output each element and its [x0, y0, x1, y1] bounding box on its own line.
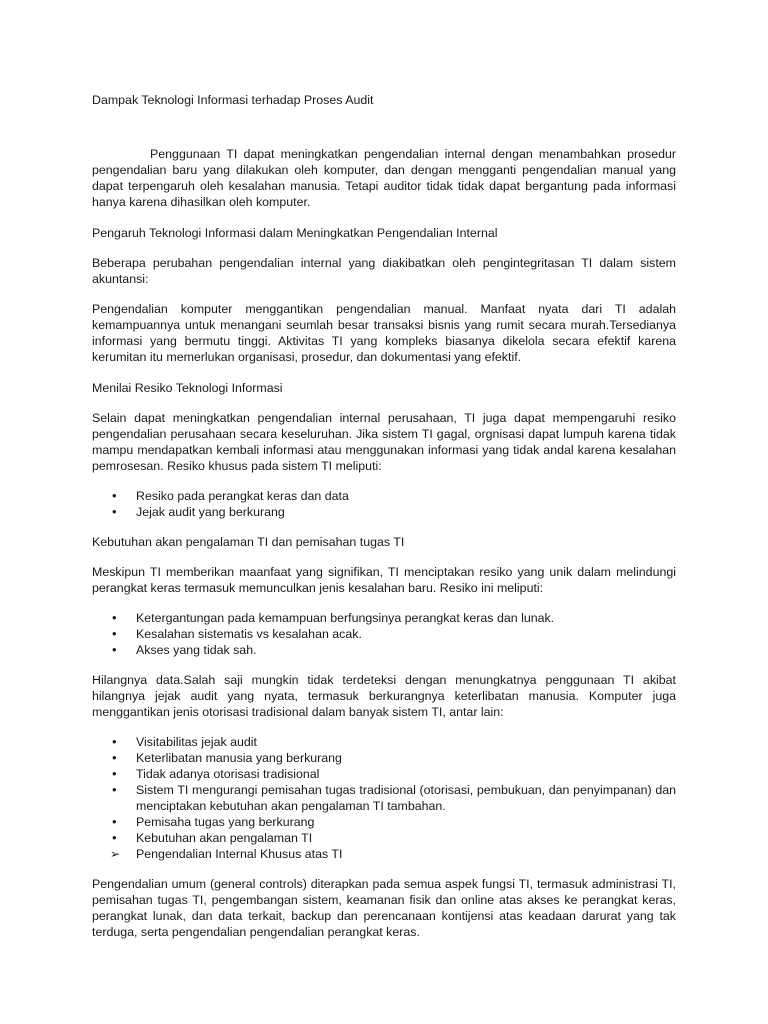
list-item-text: Jejak audit yang berkurang — [136, 505, 285, 519]
list-item-text: Sistem TI mengurangi pemisahan tugas tradisional (otorisasi, pembukuan, dan penyimpanan) dan menciptakan kebutuhan akan pengalaman TI tambahan. — [136, 783, 676, 813]
intro-paragraph: Penggunaan TI dapat meningkatkan pengendalian internal dengan menambahkan prosedur pengendalian baru yang dilakukan oleh komputer, dan dengan mengganti pengendalian manual yang dapat terpengaruh oleh kesalahan manusia. Tetapi auditor tidak tidak dapat bergantung pada informasi hanya karena dihasilkan oleh komputer. — [92, 147, 676, 209]
bullet-icon: • — [112, 610, 117, 625]
bullet-icon: • — [112, 642, 117, 657]
bullet-icon: • — [112, 814, 117, 829]
bullet-icon: • — [112, 782, 117, 797]
list-item-text: Tidak adanya otorisasi tradisional — [136, 767, 320, 781]
section3-paragraph-1: Meskipun TI memberikan maanfaat yang signifikan, TI menciptakan resiko yang unik dalam melindungi perangkat keras termasuk memunculkan jenis kesalahan baru. Resiko ini meliputi: — [92, 565, 676, 595]
list-item-text: Pengendalian Internal Khusus atas TI — [136, 847, 343, 861]
list-item — [92, 610, 676, 626]
section3-risk-list — [92, 610, 676, 658]
list-item-text: Ketergantungan pada kemampuan berfungsinya perangkat keras dan lunak. — [136, 611, 555, 625]
list-item-text: Pemisaha tugas yang berkurang — [136, 815, 315, 829]
list-item-text: Kebutuhan akan pengalaman TI — [136, 831, 313, 845]
section3-authorization-list — [92, 734, 676, 862]
arrow-bullet-icon: ➢ — [110, 847, 121, 861]
section2-heading: Menilai Resiko Teknologi Informasi — [92, 381, 283, 395]
bullet-icon: • — [112, 488, 117, 503]
list-item — [92, 626, 676, 642]
bullet-icon: • — [112, 766, 117, 781]
section3-paragraph-3: Pengendalian umum (general controls) diterapkan pada semua aspek fungsi TI, termasuk administrasi TI, pemisahan tugas TI, pengembangan sistem, keamanan fisik dan online atas akses ke perangkat keras, perangkat lunak, dan data terkait, backup dan perencanaan kontijensi atas keadaan darurat yang tak terduga, serta pengendalian pengendalian perangkat keras. — [92, 877, 676, 939]
list-item — [92, 504, 676, 520]
section1-heading: Pengaruh Teknologi Informasi dalam Meningkatkan Pengendalian Internal — [92, 226, 498, 240]
document-title: Dampak Teknologi Informasi terhadap Proses Audit — [92, 93, 374, 107]
list-item-text: Akses yang tidak sah. — [136, 643, 257, 657]
bullet-icon: • — [112, 504, 117, 519]
list-item — [92, 782, 676, 814]
list-item-text: Keterlibatan manusia yang berkurang — [136, 751, 342, 765]
section1-paragraph-1: Beberapa perubahan pengendalian internal yang diakibatkan oleh pengintegritasan TI dalam sistem akuntansi: — [92, 256, 676, 286]
list-item — [92, 642, 676, 658]
list-item — [92, 488, 676, 504]
section2-paragraph-1: Selain dapat meningkatkan pengendalian internal perusahaan, TI juga dapat mempengaruhi resiko pengendalian perusahaan secara keseluruhan. Jika sistem TI gagal, orgnisasi dapat lumpuh karena tidak mampu mendapatkan kembali informasi atau menggunakan informasi yang tidak andal karena kesalahan pemrosesan. Resiko khusus pada sistem TI meliputi: — [92, 411, 676, 473]
section1-paragraph-2: Pengendalian komputer menggantikan pengendalian manual. Manfaat nyata dari TI adalah kemampuannya untuk menangani seumlah besar transaksi bisnis yang rumit secara murah.Tersedianya informasi yang bermutu tinggi. Aktivitas TI yang kompleks biasanya dikelola secara efektif karena kerumitan itu memerlukan organisasi, prosedur, dan dokumentasi yang efektif. — [92, 302, 676, 364]
list-item — [92, 750, 676, 766]
list-item-text: Resiko pada perangkat keras dan data — [136, 489, 349, 503]
list-item — [92, 830, 676, 846]
list-item-text: Visitabilitas jejak audit — [136, 735, 257, 749]
list-item — [92, 766, 676, 782]
list-item — [92, 814, 676, 830]
section3-heading: Kebutuhan akan pengalaman TI dan pemisahan tugas TI — [92, 535, 405, 549]
list-item-text: Kesalahan sistematis vs kesalahan acak. — [136, 627, 362, 641]
list-item — [92, 846, 676, 862]
section3-paragraph-2: Hilangnya data.Salah saji mungkin tidak terdeteksi dengan menungkatnya penggunaan TI akibat hilangnya jejak audit yang nyata, termasuk berkurangnya keterlibatan manusia. Komputer juga menggantikan jenis otorisasi tradisional dalam banyak sistem TI, antar lain: — [92, 673, 676, 719]
bullet-icon: • — [112, 750, 117, 765]
bullet-icon: • — [112, 626, 117, 641]
bullet-icon: • — [112, 830, 117, 845]
list-item — [92, 734, 676, 750]
section2-risk-list — [92, 488, 676, 520]
bullet-icon: • — [112, 734, 117, 749]
